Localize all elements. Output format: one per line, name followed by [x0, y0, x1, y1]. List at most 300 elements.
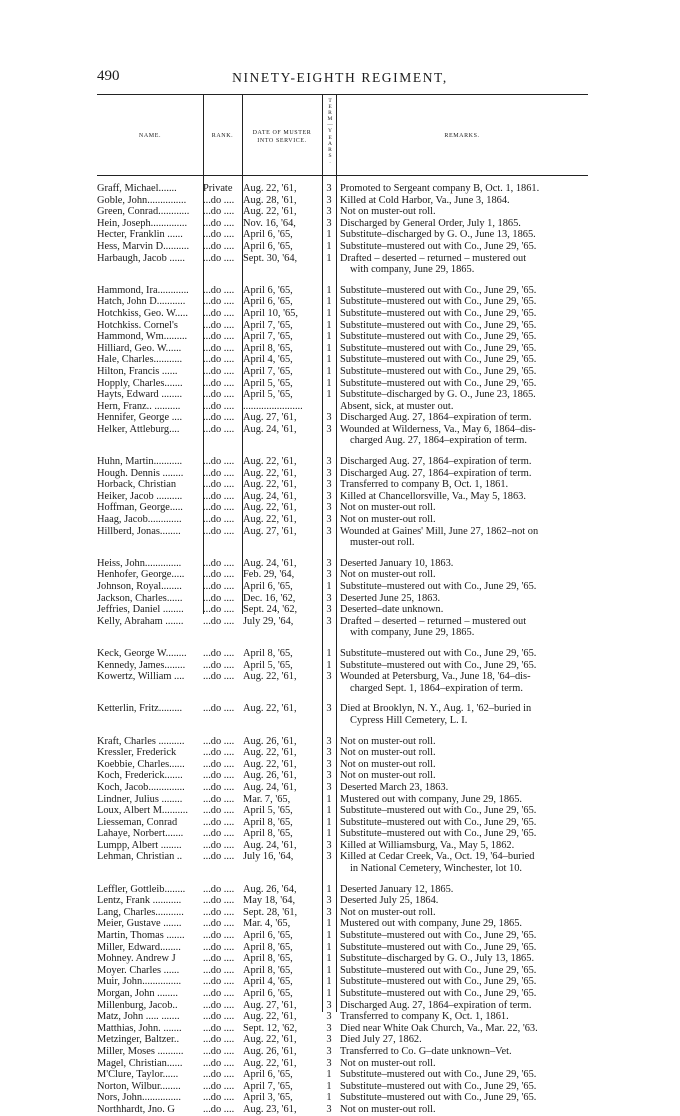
muster-date: July 29, '64, — [243, 615, 294, 627]
table-row — [97, 206, 588, 218]
soldier-name: Northhardt, Jno. G — [97, 1103, 175, 1115]
muster-date: May 18, '64, — [243, 895, 296, 907]
remarks: Substitute–mustered out with Co., June 29, '65. — [340, 1080, 537, 1092]
soldier-rank: ...do .... — [203, 479, 235, 491]
muster-date: April 4, '65, — [243, 354, 293, 366]
soldier-rank: ...do .... — [203, 467, 235, 479]
term-years: 1 — [326, 816, 332, 828]
table-row — [97, 502, 588, 514]
muster-date: April 6, '65, — [243, 284, 293, 296]
remarks-continuation: charged Sept. 1, 1864–expiration of term. — [350, 682, 523, 694]
soldier-name: Lentz, Frank ........... — [97, 895, 182, 907]
soldier-name: Kowertz, William .... — [97, 671, 185, 683]
soldier-name: Hillberd, Jonas........ — [97, 525, 181, 537]
table-row — [97, 1081, 588, 1093]
table-row — [97, 1034, 588, 1046]
table-row — [97, 759, 588, 771]
header-years-char: T — [328, 98, 332, 104]
remarks-continuation: muster-out roll. — [350, 537, 415, 549]
term-years: 1 — [326, 319, 332, 331]
table-row — [97, 942, 588, 954]
muster-date: Mar. 7, '65, — [243, 793, 291, 805]
remarks: Absent, sick, at muster out. — [340, 400, 454, 412]
table-row — [97, 354, 588, 366]
soldier-rank: ...do .... — [203, 229, 235, 241]
soldier-name: Lumpp, Albert ........ — [97, 839, 182, 851]
term-years: 3 — [326, 206, 332, 218]
remarks: Wounded at Wilderness, Va., May 6, 1864–dis- — [340, 423, 536, 435]
muster-date: Mar. 4, '65, — [243, 918, 291, 930]
term-years: 1 — [326, 976, 332, 988]
muster-date: Aug. 22, '61, — [243, 758, 297, 770]
soldier-rank: ...do .... — [203, 1034, 235, 1046]
remarks: Discharged Aug. 27, 1864–expiration of term. — [340, 467, 532, 479]
muster-date: Aug. 26, '64, — [243, 883, 297, 895]
table-row — [97, 401, 588, 413]
remarks: Not on muster-out roll. — [340, 1103, 436, 1115]
term-years: 3 — [326, 1057, 332, 1069]
table-row — [97, 1092, 588, 1104]
soldier-rank: ...do .... — [203, 839, 235, 851]
table-row — [97, 308, 588, 320]
term-years: 3 — [326, 479, 332, 491]
page-title: NINETY-EIGHTH REGIMENT, — [232, 70, 448, 85]
roster-table — [97, 183, 588, 1116]
remarks: Not on muster-out roll. — [340, 758, 436, 770]
soldier-name: Hern, Franz.. .......... — [97, 400, 181, 412]
group-spacer — [97, 875, 588, 884]
soldier-rank: ...do .... — [203, 816, 235, 828]
remarks: Substitute–mustered out with Co., June 29, '65. — [340, 342, 537, 354]
remarks: Died near White Oak Church, Va., Mar. 22, '63. — [340, 1022, 538, 1034]
header-years-char: . — [329, 158, 331, 165]
soldier-name: Koch, Frederick....... — [97, 770, 183, 782]
remarks: Transferred to Co. G–date unknown–Vet. — [340, 1045, 512, 1057]
term-years: 1 — [326, 389, 332, 401]
soldier-name: Miller, Edward........ — [97, 941, 181, 953]
table-row — [97, 253, 588, 265]
soldier-name: Liesseman, Conrad — [97, 816, 178, 828]
muster-date: Sept. 12, '62, — [243, 1022, 298, 1034]
muster-date: Aug. 26, '61, — [243, 1045, 297, 1057]
soldier-rank: ...do .... — [203, 805, 235, 817]
header-years-char: E — [328, 134, 332, 141]
header-years-char: R — [328, 110, 332, 117]
muster-date: April 8, '65, — [243, 647, 293, 659]
soldier-name: Metzinger, Baltzer.. — [97, 1034, 180, 1046]
term-years: 3 — [326, 1034, 332, 1046]
remarks-continuation: with company, June 29, 1865. — [350, 264, 475, 276]
soldier-rank: ...do .... — [203, 1022, 235, 1034]
remarks: Substitute–discharged by G. O., July 13, 1865. — [340, 953, 535, 965]
soldier-name: Helker, Attleburg.... — [97, 423, 180, 435]
soldier-rank: ...do .... — [203, 525, 235, 537]
remarks: Died July 27, 1862. — [340, 1034, 422, 1046]
soldier-rank: ...do .... — [203, 423, 235, 435]
remarks: Deserted March 23, 1863. — [340, 781, 449, 793]
term-years: 1 — [326, 581, 332, 592]
soldier-name: Hennifer, George .... — [97, 412, 183, 424]
remarks: Substitute–mustered out with Co., June 29, '65. — [340, 581, 537, 592]
remarks: Not on muster-out roll. — [340, 770, 436, 782]
term-years: 1 — [326, 647, 332, 659]
soldier-name: Hoffman, George..... — [97, 502, 183, 514]
table-row — [97, 1023, 588, 1035]
table-row — [97, 770, 588, 782]
table-row — [97, 828, 588, 840]
table-row — [97, 805, 588, 817]
header-date — [242, 129, 322, 145]
soldier-name: Lindner, Julius ........ — [97, 793, 183, 805]
remarks: Not on muster-out roll. — [340, 502, 436, 514]
soldier-rank: ...do .... — [203, 976, 235, 988]
remarks: Substitute–mustered out with Co., June 29, '65. — [340, 828, 537, 840]
table-row — [97, 918, 588, 930]
soldier-rank: ...do .... — [203, 828, 235, 840]
muster-date: Dec. 16, '62, — [243, 592, 296, 604]
remarks: Deserted July 25, 1864. — [340, 895, 439, 907]
soldier-rank: ...do .... — [203, 851, 235, 863]
term-years: 1 — [326, 1069, 332, 1081]
header-years-char: A — [328, 140, 332, 147]
remarks: Substitute–mustered out with Co., June 29, '65. — [340, 1069, 537, 1081]
top-rule — [97, 94, 588, 95]
table-row — [97, 884, 588, 896]
soldier-name: Moyer. Charles ...... — [97, 964, 180, 976]
soldier-rank: ...do .... — [203, 703, 235, 715]
table-row — [97, 736, 588, 748]
soldier-name: Hecter, Franklin ...... — [97, 229, 183, 241]
table-row — [97, 1000, 588, 1012]
table-row — [97, 747, 588, 759]
soldier-rank: ...do .... — [203, 592, 235, 604]
muster-date: Aug. 22, '61, — [243, 747, 297, 759]
muster-date: Aug. 22, '61, — [243, 703, 297, 715]
table-row — [97, 320, 588, 332]
remarks: Died at Brooklyn, N. Y., Aug. 1, '62–buried in — [340, 703, 532, 715]
muster-date: April 3, '65, — [243, 1092, 293, 1104]
remarks: Transferred to company K, Oct. 1, 1861. — [340, 1011, 509, 1023]
term-years: 3 — [326, 906, 332, 918]
term-years: 3 — [326, 194, 332, 206]
remarks: Substitute–mustered out with Co., June 29, '65. — [340, 930, 537, 942]
muster-date: Aug. 22, '61, — [243, 502, 297, 514]
page-number: 490 — [97, 68, 120, 84]
soldier-name: Lehman, Christian .. — [97, 851, 183, 863]
table-row — [97, 558, 588, 570]
table-row — [97, 569, 588, 581]
soldier-rank: ...do .... — [203, 252, 235, 264]
remarks: Substitute–mustered out with Co., June 29, '65. — [340, 805, 537, 817]
term-years: 1 — [326, 354, 332, 366]
muster-date: Aug. 22, '61, — [243, 1057, 297, 1069]
soldier-rank: ...do .... — [203, 964, 235, 976]
term-years: 1 — [326, 229, 332, 241]
muster-date: April 8, '65, — [243, 964, 293, 976]
table-row — [97, 782, 588, 794]
muster-date: April 10, '65, — [243, 307, 298, 319]
muster-date: Aug. 26, '61, — [243, 770, 297, 782]
header-date-line2: INTO SERVICE. — [257, 138, 307, 144]
remarks: Deserted January 10, 1863. — [340, 557, 454, 569]
soldier-name: Kelly, Abraham ....... — [97, 615, 184, 627]
table-row — [97, 378, 588, 390]
soldier-rank: ...do .... — [203, 1103, 235, 1115]
soldier-rank: ...do .... — [203, 490, 235, 502]
soldier-name: Hayts, Edward ........ — [97, 389, 183, 401]
term-years: 1 — [326, 342, 332, 354]
table-row — [97, 581, 588, 593]
soldier-name: Hess, Marvin D.......... — [97, 240, 190, 252]
remarks: Substitute–mustered out with Co., June 29, '65. — [340, 331, 537, 343]
soldier-rank: ...do .... — [203, 883, 235, 895]
muster-date: Aug. 27, '61, — [243, 525, 297, 537]
muster-date: April 6, '65, — [243, 988, 293, 999]
soldier-rank: ...do .... — [203, 1069, 235, 1081]
soldier-name: Kressler, Frederick — [97, 747, 177, 759]
soldier-rank: ...do .... — [203, 557, 235, 569]
remarks: Not on muster-out roll. — [340, 206, 436, 218]
table-row — [97, 491, 588, 503]
term-years: 3 — [326, 490, 332, 502]
soldier-rank: ...do .... — [203, 758, 235, 770]
soldier-rank: ...do .... — [203, 671, 235, 683]
muster-date: Aug. 24, '61, — [243, 781, 297, 793]
remarks: Substitute–mustered out with Co., June 29, '65. — [340, 240, 537, 252]
muster-date: April 5, '65, — [243, 389, 293, 401]
term-years: 1 — [326, 1092, 332, 1104]
soldier-rank: ...do .... — [203, 342, 235, 354]
term-years: 3 — [326, 703, 332, 715]
soldier-name: Hein, Joseph.............. — [97, 217, 188, 229]
soldier-name: Ketterlin, Fritz......... — [97, 703, 183, 715]
table-row — [97, 1046, 588, 1058]
table-row — [97, 343, 588, 355]
table-row — [97, 514, 588, 526]
muster-date: April 6, '65, — [243, 581, 293, 592]
term-years: 3 — [326, 183, 332, 194]
muster-date: Aug. 26, '61, — [243, 735, 297, 747]
table-row — [97, 953, 588, 965]
remarks: Wounded at Gaines' Mill, June 27, 1862–not on — [340, 525, 539, 537]
term-years: 3 — [326, 747, 332, 759]
remarks: Substitute–mustered out with Co., June 29, '65. — [340, 296, 537, 308]
muster-date: April 7, '65, — [243, 319, 293, 331]
table-row — [97, 331, 588, 343]
soldier-name: Koebbie, Charles...... — [97, 758, 185, 770]
soldier-name: Johnson, Royal........ — [97, 581, 182, 592]
soldier-name: Hatch, John D........... — [97, 296, 186, 308]
table-row — [97, 794, 588, 806]
soldier-rank: ...do .... — [203, 930, 235, 942]
term-years: 3 — [326, 1045, 332, 1057]
term-years: 1 — [326, 307, 332, 319]
muster-date: Feb. 29, '64, — [243, 569, 295, 581]
term-years: 3 — [326, 412, 332, 424]
remarks: Substitute–mustered out with Co., June 29, '65. — [340, 284, 537, 296]
table-row — [97, 930, 588, 942]
remarks: Substitute–mustered out with Co., June 29, '65. — [340, 976, 537, 988]
term-years: 3 — [326, 467, 332, 479]
soldier-rank: ...do .... — [203, 615, 235, 627]
soldier-rank: ...do .... — [203, 377, 235, 389]
term-years: 3 — [326, 502, 332, 514]
table-row — [97, 412, 588, 424]
table-row — [97, 195, 588, 207]
remarks: Substitute–mustered out with Co., June 29, '65. — [340, 307, 537, 319]
table-row — [97, 895, 588, 907]
remarks: Not on muster-out roll. — [340, 735, 436, 747]
muster-date: ....................... — [243, 400, 303, 412]
soldier-name: Hammond, Wm......... — [97, 331, 188, 343]
remarks: Not on muster-out roll. — [340, 1057, 436, 1069]
table-row — [97, 965, 588, 977]
remarks: Deserted January 12, 1865. — [340, 883, 454, 895]
table-row — [97, 468, 588, 480]
table-row — [97, 285, 588, 297]
soldier-name: Millenburg, Jacob.. — [97, 999, 178, 1011]
term-years: 3 — [326, 1022, 332, 1034]
soldier-name: Leffler, Gottleib........ — [97, 883, 186, 895]
soldier-name: Keck, George W........ — [97, 647, 187, 659]
table-row — [97, 851, 588, 863]
remarks: Mustered out with company, June 29, 1865. — [340, 918, 523, 930]
table-row — [97, 424, 588, 436]
soldier-rank: ...do .... — [203, 1011, 235, 1023]
muster-date: April 8, '65, — [243, 342, 293, 354]
soldier-rank: ...do .... — [203, 194, 235, 206]
soldier-name: Graff, Michael....... — [97, 183, 177, 194]
remarks: Mustered out with company, June 29, 1865. — [340, 793, 523, 805]
table-row — [97, 296, 588, 308]
soldier-rank: ...do .... — [203, 918, 235, 930]
term-years: 1 — [326, 930, 332, 942]
remarks: Not on muster-out roll. — [340, 747, 436, 759]
header-years — [325, 98, 335, 165]
soldier-rank: ...do .... — [203, 412, 235, 424]
header-rule — [97, 175, 588, 176]
term-years: 1 — [326, 941, 332, 953]
remarks: Substitute–mustered out with Co., June 29, '65. — [340, 816, 537, 828]
term-years: 1 — [326, 331, 332, 343]
term-years: 1 — [326, 918, 332, 930]
soldier-rank: ...do .... — [203, 365, 235, 377]
soldier-rank: ...do .... — [203, 307, 235, 319]
table-row — [97, 817, 588, 829]
term-years: 3 — [326, 615, 332, 627]
soldier-rank: ...do .... — [203, 217, 235, 229]
soldier-rank: ...do .... — [203, 569, 235, 581]
term-years: 3 — [326, 557, 332, 569]
soldier-rank: ...do .... — [203, 331, 235, 343]
table-row — [97, 604, 588, 616]
term-years: 3 — [326, 671, 332, 683]
soldier-name: Matz, John ..... ....... — [97, 1011, 180, 1023]
soldier-rank: ...do .... — [203, 988, 235, 999]
header-years-char: R — [328, 146, 332, 153]
remarks: Discharged Aug. 27, 1864–expiration of term. — [340, 999, 532, 1011]
remarks: Substitute–mustered out with Co., June 29, '65. — [340, 659, 537, 671]
muster-date: April 8, '65, — [243, 941, 293, 953]
term-years: 1 — [326, 240, 332, 252]
muster-date: Sept. 24, '62, — [243, 604, 298, 616]
table-row — [97, 1104, 588, 1116]
remarks: Substitute–mustered out with Co., June 29, '65. — [340, 365, 537, 377]
remarks: Not on muster-out roll. — [340, 906, 436, 918]
muster-date: Aug. 24, '61, — [243, 557, 297, 569]
header-name: NAME. — [138, 133, 162, 139]
soldier-name: Heiss, John.............. — [97, 557, 182, 569]
term-years: 3 — [326, 839, 332, 851]
soldier-rank: ...do .... — [203, 895, 235, 907]
muster-date: Aug. 27, '61, — [243, 999, 297, 1011]
table-row — [97, 1058, 588, 1070]
remarks: Substitute–mustered out with Co., June 29, '65. — [340, 647, 537, 659]
table-row — [97, 840, 588, 852]
term-years: 1 — [326, 252, 332, 264]
remarks: Substitute–discharged by G. O., June 23, 1865. — [340, 389, 536, 401]
soldier-rank: ...do .... — [203, 735, 235, 747]
muster-date: April 6, '65, — [243, 229, 293, 241]
muster-date: Aug. 24, '61, — [243, 490, 297, 502]
table-row — [97, 660, 588, 672]
table-row — [97, 366, 588, 378]
table-row — [97, 229, 588, 241]
remarks: Drafted – deserted – returned – mustered out — [340, 615, 527, 627]
remarks: Substitute–mustered out with Co., June 29, '65. — [340, 941, 537, 953]
muster-date: April 6, '65, — [243, 930, 293, 942]
soldier-name: Haag, Jacob............. — [97, 514, 182, 526]
table-row — [97, 976, 588, 988]
muster-date: April 5, '65, — [243, 659, 293, 671]
muster-date: Aug. 22, '61, — [243, 514, 297, 526]
soldier-name: Hammond, Ira............ — [97, 284, 189, 296]
remarks: Not on muster-out roll. — [340, 569, 436, 581]
muster-date: Aug. 22, '61, — [243, 671, 297, 683]
soldier-name: Kraft, Charles .......... — [97, 735, 185, 747]
group-spacer — [97, 639, 588, 648]
remarks: Deserted June 25, 1863. — [340, 592, 441, 604]
muster-date: April 8, '65, — [243, 828, 293, 840]
soldier-name: Heiker, Jacob .......... — [97, 490, 183, 502]
muster-date: Aug. 22, '61, — [243, 479, 297, 491]
muster-date: April 6, '65, — [243, 240, 293, 252]
soldier-rank: ...do .... — [203, 604, 235, 616]
soldier-name: Meier, Gustave ....... — [97, 918, 182, 930]
remarks: Promoted to Sergeant company B, Oct. 1, 1861. — [340, 183, 540, 194]
muster-date: Aug. 22, '61, — [243, 206, 297, 218]
term-years: 1 — [326, 1080, 332, 1092]
table-row — [97, 616, 588, 628]
soldier-rank: ...do .... — [203, 206, 235, 218]
muster-date: April 6, '65, — [243, 1069, 293, 1081]
header-remarks: REMARKS. — [444, 133, 480, 139]
soldier-rank: ...do .... — [203, 240, 235, 252]
term-years: 1 — [326, 365, 332, 377]
remarks: Deserted–date unknown. — [340, 604, 444, 616]
table-row — [97, 241, 588, 253]
term-years: 3 — [326, 569, 332, 581]
soldier-name: Huhn, Martin........... — [97, 456, 183, 468]
remarks: Substitute–discharged by G. O., June 13, 1865. — [340, 229, 536, 241]
soldier-rank: ...do .... — [203, 747, 235, 759]
term-years: 1 — [326, 828, 332, 840]
soldier-rank: ...do .... — [203, 456, 235, 468]
term-years: 3 — [326, 514, 332, 526]
soldier-name: Lahaye, Norbert....... — [97, 828, 184, 840]
group-spacer — [97, 549, 588, 558]
soldier-name: Hale, Charles........... — [97, 354, 183, 366]
